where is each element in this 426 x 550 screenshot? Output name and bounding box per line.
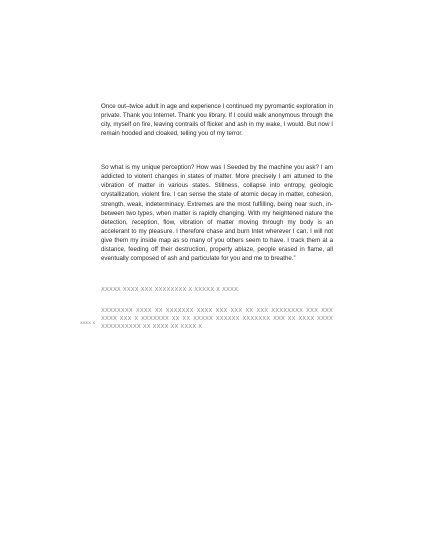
margin-note: xxxx x	[80, 321, 96, 326]
placeholder-glyph-block: XXXXXXXX XXXX XX XXXXXXX XXXX XXX XXX XX XXX XXXXXXXX XXX XXX XXXX XXX X XXXXXXX XX XX XXXXX XXXXXX XXXXXXX XXX XX XXXX XXXX XXXXXXXXXX XX XXXX XX XXXX X	[101, 308, 333, 331]
body-paragraph-2: So what is my unique perception? How was I Seeded by the machine you ask? I am addicted to violent changes in states of matter. More precisely I am attuned to the vibration of matter in various states. Stillness, collapse into entropy, geologic crystallization, violent fire. I can sense the state of atomic decay in matter, cohesion, strength, weak, indeterminacy. Extremes are the most fulfilling, being near such, in-between two types, when matter is rapidly changing. With my heightened nature the detection, reception, flow, vibration of matter moving through my body is an accelerant to my pleasure. I therefore chase and burn Intet wherever I can. I will not give them my inside map as so many of you others seem to have. I track them at a distance, feeding off their destruction, property ablaze, people erased in flame, all eventually composed of ash and particulate for you and me to breathe.”	[101, 164, 333, 263]
placeholder-glyph-line: XXXXX XXXX XXX XXXXXXXX X XXXXX X XXXX	[101, 287, 238, 293]
body-paragraph-1: Once out–twice adult in age and experience I continued my pyromantic exploration in private. Thank you Internet. Thank you library. If I could walk anonymous through the city, myself on fire, leaving contrails of flicker and ash in my wake, I would. But now I remain hooded and cloaked, telling you of my terror.	[101, 103, 333, 138]
